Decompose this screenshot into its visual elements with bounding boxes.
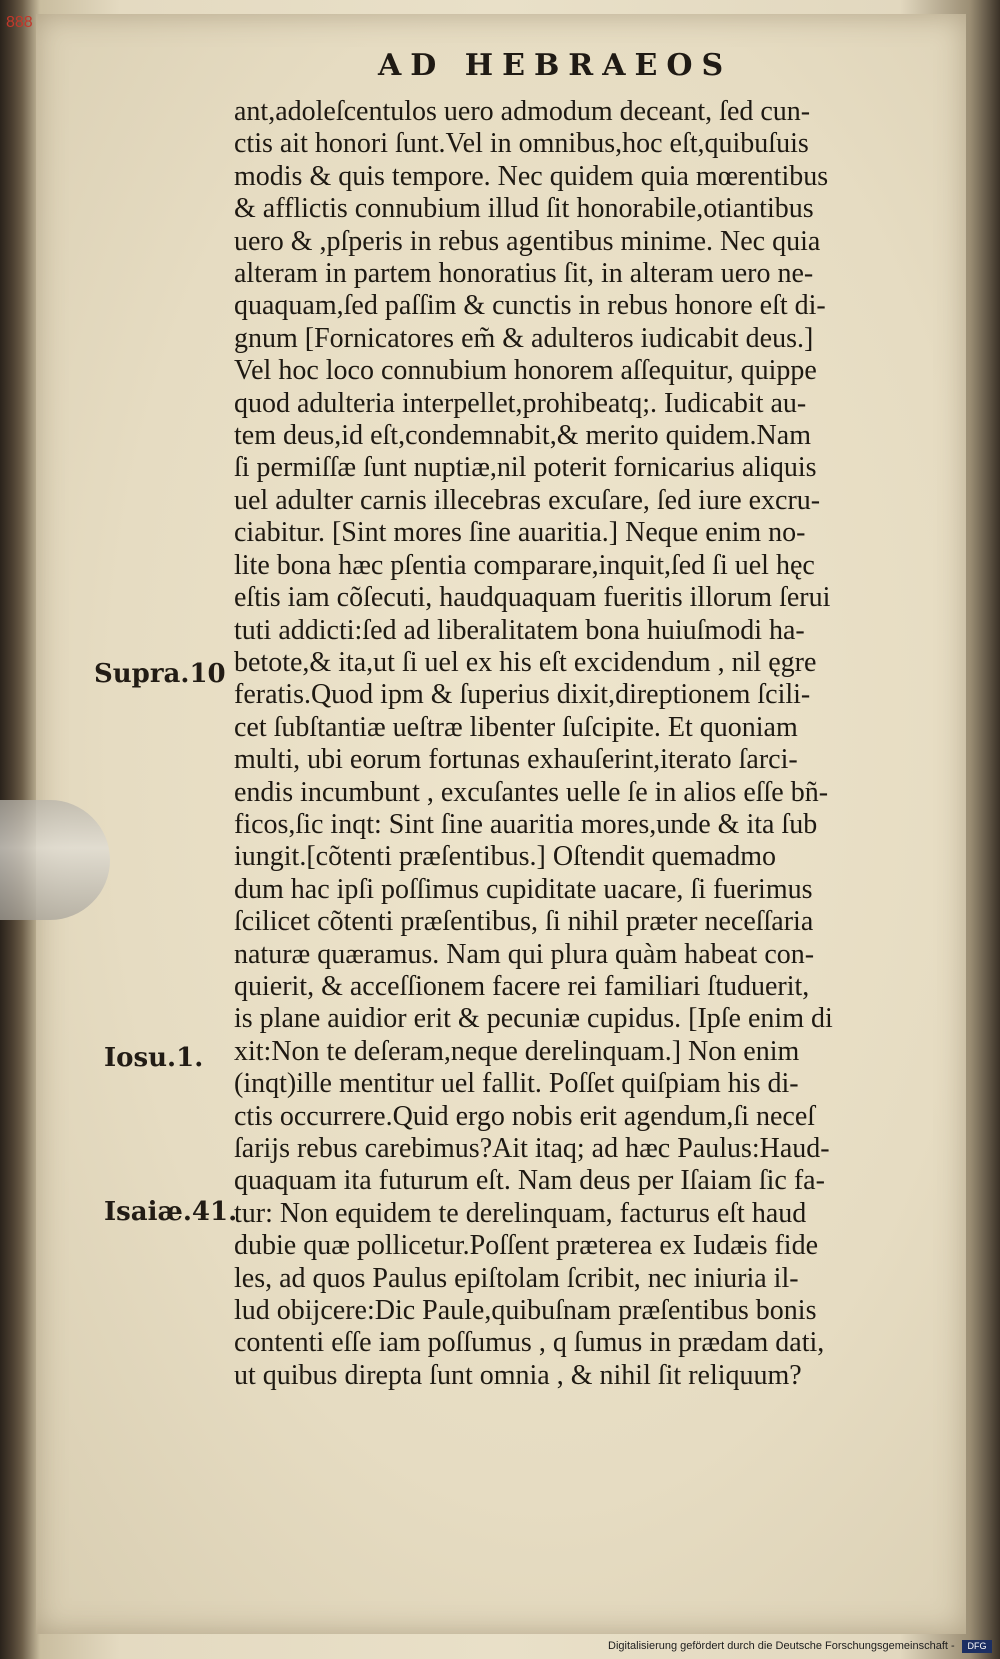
text-line: ut quibus direpta ſunt omnia , & nihil ſit reliquum? [234,1359,802,1391]
text-line: (inqt)ille mentitur uel fallit. Poſſet quiſpiam his di- [234,1068,799,1100]
text-line: modis & quis tempore. Nec quidem quia mœrentibus [234,160,829,192]
text-line: les, ad quos Paulus epiſtolam ſcribit, nec iniuria il- [234,1262,799,1294]
text-line: uero & ,pſperis in rebus agentibus minime. Nec quia [234,225,821,257]
text-line: contenti eſſe iam poſſumus , q ſumus in prædam dati, [234,1327,825,1359]
margin-note-isaiae: Isaiæ.41. [104,1197,238,1227]
margin-note-iosu: Iosu.1. [104,1043,204,1073]
text-line: endis incumbunt , excuſantes uelle ſe in alios eſſe bñ- [234,776,829,808]
text-line: ſi permiſſæ ſunt nuptiæ,nil poterit fornicarius aliquis [234,452,817,484]
text-line: uel adulter carnis illecebras excuſare, ſed iure excru- [234,484,821,516]
text-line: & afflictis connubium illud ſit honorabile,otiantibus [234,193,814,225]
text-line: eſtis iam cõſecuti, haudquaquam fueritis illorum ſerui [234,582,831,614]
text-line: gnum [Fornicatores em̃ & adulteros iudicabit deus.] [234,322,814,354]
text-line: betote,& ita,ut ſi uel ex his eſt excidendum , nil ęgre [234,646,817,678]
text-line: ciabitur. [Sint mores ſine auaritia.] Neque enim no- [234,517,806,549]
text-line: naturæ quæramus. Nam qui plura quàm habeat con- [234,938,815,970]
text-line: quaquam,ſed paſſim & cunctis in rebus honore eſt di- [234,290,826,322]
text-line: tuti addicti:ſed ad liberalitatem bona huiuſmodi ha- [234,614,805,646]
text-line: ctis occurrere.Quid ergo nobis erit agendum,ſi neceſ [234,1100,816,1132]
text-line: dubie quæ pollicetur.Poſſent præterea ex Iudæis fide [234,1230,818,1262]
text-line: dum hac ipſi poſſimus cupiditate uacare, ſi fuerimus [234,873,813,905]
text-line: alteram in partem honoratius ſit, in alteram uero ne- [234,258,814,290]
text-line: quaquam ita futurum eſt. Nam deus per Iſaiam ſic fa- [234,1165,825,1197]
body-text [234,96,950,1392]
text-line: xit:Non te deſeram,neque derelinquam.] Non enim [234,1035,800,1067]
dfg-logo: DFG [962,1640,992,1653]
text-line: tem deus,id eſt,condemnabit,& merito quidem.Nam [234,420,811,452]
text-line: is plane auidior erit & pecuniæ cupidus. [Ipſe enim di [234,1003,833,1035]
margin-note-supra: Supra.10 [94,659,226,689]
text-line: lite bona hæc pſentia comparare,inquit,ſed ſi uel hęc [234,549,815,581]
text-line: multi, ubi eorum fortunas exhauſerint,iterato ſarci- [234,744,798,776]
text-line: feratis.Quod ipm & ſuperius dixit,direptionem ſcili- [234,679,811,711]
running-head: AD HEBRAEOS [378,48,733,83]
text-line: cet ſubſtantiæ ueſtræ libenter ſuſcipite. Et quoniam [234,711,798,743]
text-line: tur: Non equidem te derelinquam, facturus eſt haud [234,1197,807,1229]
text-line: ſcilicet cõtenti præſentibus, ſi nihil præter neceſſaria [234,906,814,938]
text-line: quierit, & acceſſionem facere rei familiari ſtuduerit, [234,970,810,1002]
text-line: ctis ait honori ſunt.Vel in omnibus,hoc eſt,quibuſuis [234,128,809,160]
folio-number: 888 [6,14,33,31]
text-line: quod adulteria interpellet,prohibeatq;. Iudicabit au- [234,387,807,419]
text-line: ficos,ſic inqt: Sint ſine auaritia mores,unde & ita ſub [234,808,818,840]
text-line: ſarijs rebus carebimus?Ait itaq; ad hæc Paulus:Haud- [234,1133,830,1164]
text-line: lud obijcere:Dic Paule,quibuſnam præſentibus bonis [234,1295,817,1327]
text-line: iungit.[cõtenti præſentibus.] Oſtendit quemadmo [234,841,777,873]
digitization-credit: Digitalisierung gefördert durch die Deutsche Forschungsgemeinschaft - [608,1640,955,1652]
text-line: Vel hoc loco connubium honorem aſſequitur, quippe [234,355,817,387]
text-line: ant,adoleſcentulos uero admodum deceant, ſed cun- [234,96,811,127]
